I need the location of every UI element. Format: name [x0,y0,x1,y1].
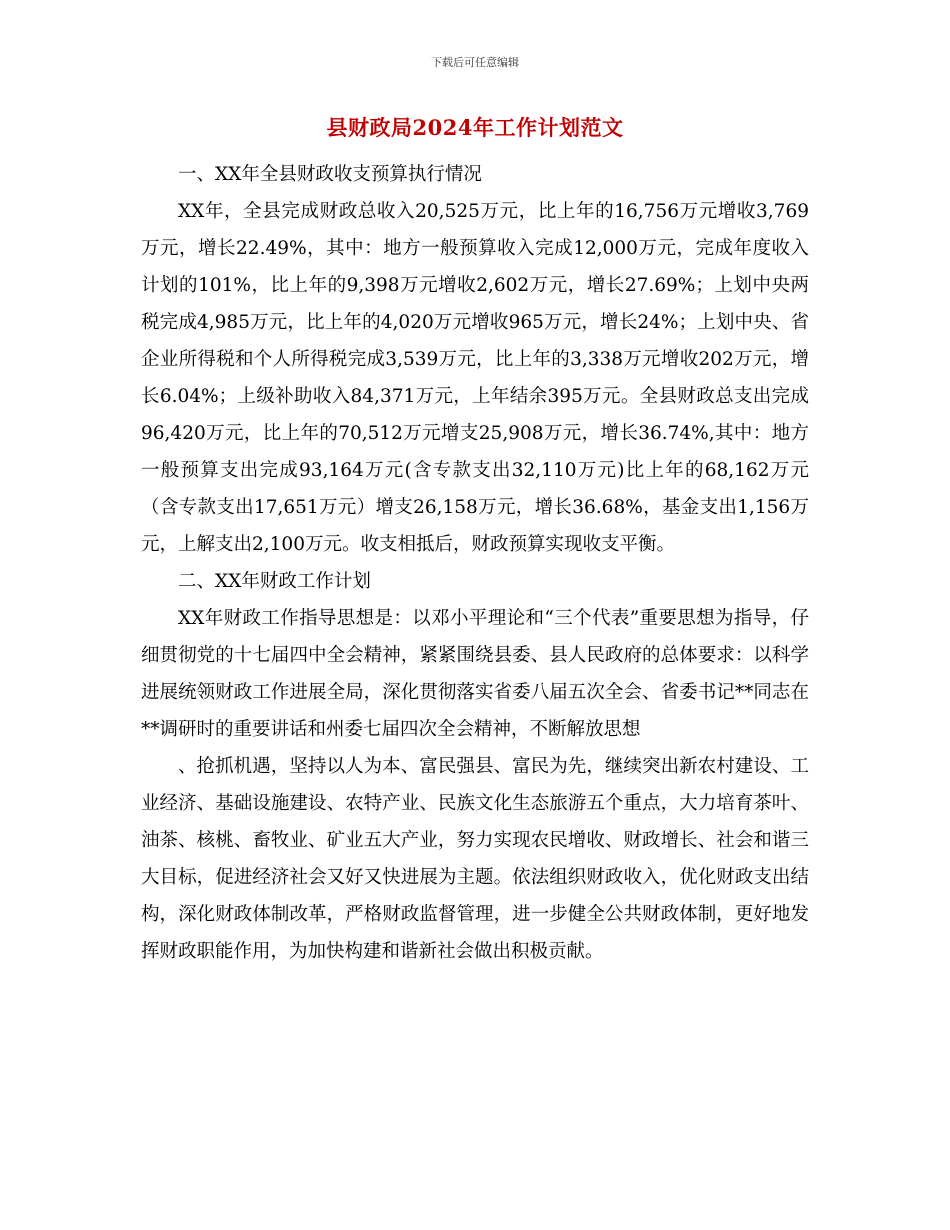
paragraph-key-tasks: 、抢抓机遇，坚持以人为本、富民强县、富民为先，继续突出新农村建设、工业经济、基础设施建设、农特产业、民族文化生态旅游五个重点，大力培育茶叶、油茶、核桃、畜牧业、矿业五大产业，努力实现农民增收、财政增长、社会和谐三大目标，促进经济社会又好又快进展为主题。依法组织财政收入，优化财政支出结构，深化财政体制改革，严格财政监督管理，进一步健全公共财政体制，更好地发挥财政职能作用，为加快构建和谐新社会做出积极贡献。 [141,756,809,962]
section-heading-2: 二、XX年财政工作计划 [178,571,371,592]
section-heading-1: 一、XX年全县财政收支预算执行情况 [178,164,482,185]
paragraph-guiding-ideology: XX年财政工作指导思想是：以邓小平理论和“三个代表”重要思想为指导，仔细贯彻党的十七届四中全会精神，紧紧围绕县委、县人民政府的总体要求：以科学进展统领财政工作进展全局，深化贯彻落实省委八届五次全会、省委书记**同志在**调研时的重要讲话和州委七届四次全会精神，不断解放思想 [141,608,809,740]
paragraph-budget-execution: XX年，全县完成财政总收入20,525万元，比上年的16,756万元增收3,769万元，增长22.49%，其中：地方一般预算收入完成12,000万元，完成年度收入计划的101%，比上年的9,398万元增收2,602万元，增长27.69%；上划中央两税完成4,985万元，比上年的4,020万元增收965万元，增长24%；上划中央、省企业所得税和个人所得税完成3,539万元，比上年的3,338万元增收202万元，增长6.04%；上级补助收入84,371万元，上年结余395万元。全县财政总支出完成96,420万元，比上年的70,512万元增支25,908万元，增长36.74%,其中：地方一般预算支出完成93,164万元(含专款支出32,110万元)比上年的68,162万元（含专款支出17,651万元）增支26,158万元，增长36.68%，基金支出1,156万元，上解支出2,100万元。收支相抵后，财政预算实现收支平衡。 [141,201,809,555]
document-body [141,156,809,970]
page-header-note: 下载后可任意编辑 [431,56,519,69]
document-title: 县财政局2024年工作计划范文 [326,115,624,140]
